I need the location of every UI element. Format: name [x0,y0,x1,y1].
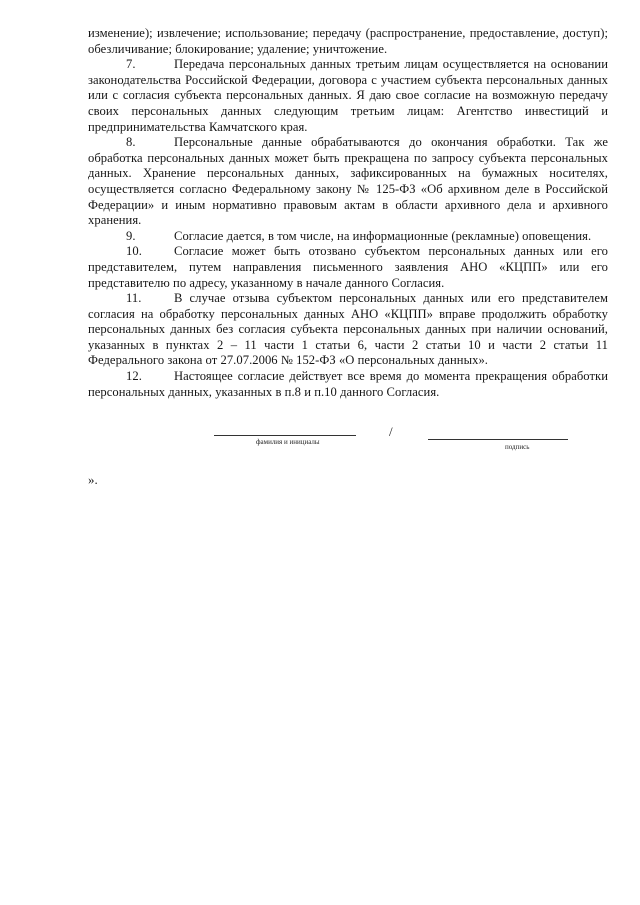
paragraph-9: 9. Согласие дается, в том числе, на информационные (рекламные) оповещения. [126,228,592,243]
signature-separator: / [389,424,393,439]
paragraph-11: 11. В случае отзыва субъектом персональных данных или его представителем согласия на обработку персональных данных АНО «КЦПП» вправе продолжить обработку персональных данных без согласия субъекта персональных данных при наличии оснований, указанных в пунктах 2 – 11 части 1 статьи 6, части 2 статьи 10 и части 2 статьи 11 Федерального закона от 27.07.2006 № 152-ФЗ «О персональных данных». [88,291,608,368]
paragraph-8: 8. Персональные данные обрабатываются до окончания обработки. Так же обработка персональных данных может быть прекращена по запросу субъекта персональных данных. Хранение персональных данных, зафиксированных на бумажных носителях, осуществляется согласно Федеральному закону № 125-ФЗ «Об архивном деле в Российской Федерации» и иным нормативно правовым актам в области архивного дела и архивного хранения. [88,135,608,228]
paragraph-continuation: изменение); извлечение; использование; передачу (распространение, предоставление, доступ); обезличивание; блокирование; удаление; уничтожение. [88,26,608,56]
sign-caption: подпись [505,443,530,451]
paragraph-number: 8. [126,135,136,150]
sign-signature-line [428,439,568,440]
name-signature-line [214,435,356,436]
consent-text [88,26,608,400]
paragraph-number: 12. [126,369,142,384]
paragraph-number: 10. [126,244,142,259]
paragraph-number: 7. [126,57,136,72]
paragraph-number: 11. [126,291,142,306]
paragraph-7: 7. Передача персональных данных третьим лицам осуществляется на основании законодательства Российской Федерации, договора с участием субъекта персональных данных или с согласия субъекта персональных данных. Я даю свое согласие на возможную передачу своих персональных данных следующим третьим лицам: Агентство инвестиций и предпринимательства Камчатского края. [88,57,608,134]
name-caption: фамилия и инициалы [256,438,320,446]
paragraph-10: 10. Согласие может быть отозвано субъектом персональных данных или его представителем, путем направления письменного заявления АНО «КЦПП» или его представителю по адресу, указанному в начале данного Согласия. [88,244,608,290]
paragraph-number: 9. [126,228,136,243]
paragraph-12: 12. Настоящее согласие действует все время до момента прекращения обработки персональных данных, указанных в п.8 и п.10 данного Согласия. [88,369,608,399]
closing-quote: ». [88,472,98,487]
